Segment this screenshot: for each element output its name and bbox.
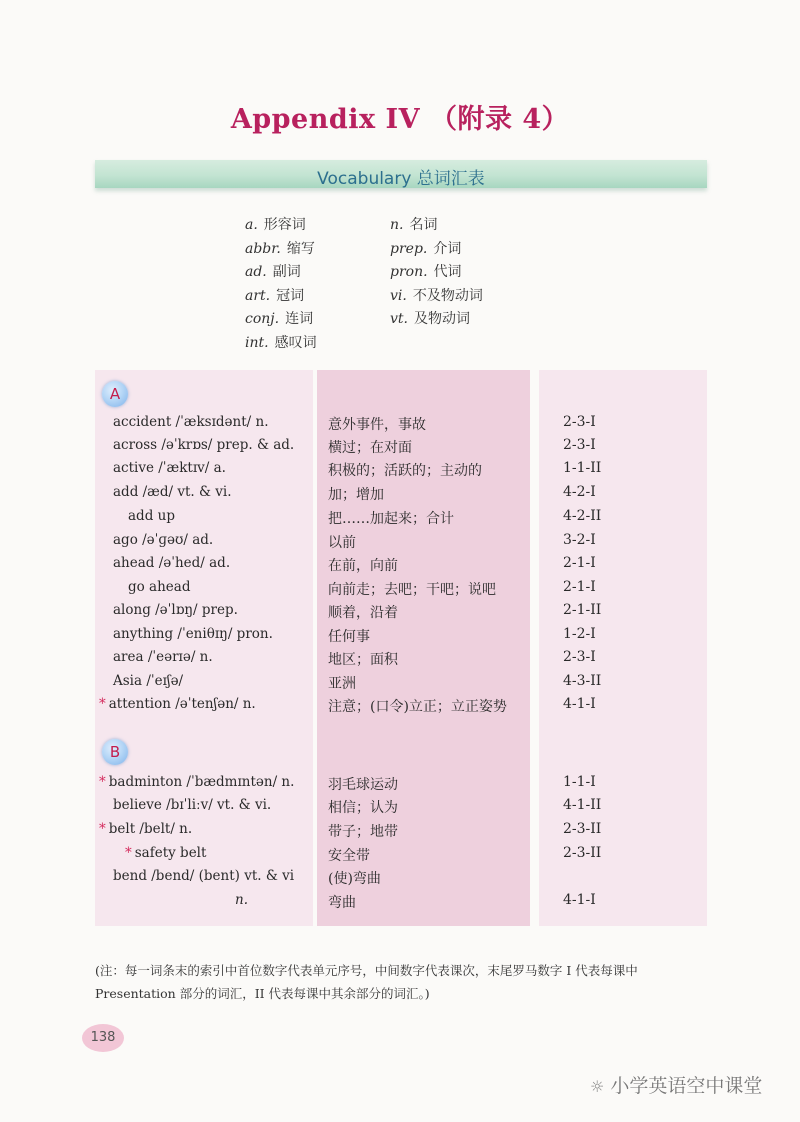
entry-index: 2-3-II xyxy=(563,845,602,861)
table-row xyxy=(0,508,800,530)
entry-index: 2-3-I xyxy=(563,414,596,430)
watermark-text: 小学英语空中课堂 xyxy=(610,1075,763,1097)
table-row xyxy=(0,626,800,648)
entry-word: along /əˈlɒŋ/ prep. xyxy=(113,602,238,618)
entry-index: 1-2-I xyxy=(563,626,596,642)
entry-meaning: 带子；地带 xyxy=(328,824,398,840)
entry-meaning: 弯曲 xyxy=(328,895,356,911)
table-row xyxy=(0,532,800,554)
entry-meaning: 横过；在对面 xyxy=(328,440,412,456)
entry-meaning: 注意；(口令)立正；立正姿势 xyxy=(328,699,507,715)
entry-word: across /əˈkrɒs/ prep. & ad. xyxy=(113,437,295,453)
table-row xyxy=(0,649,800,671)
page-title: Appendix IV （附录 4） xyxy=(230,104,570,135)
table-row xyxy=(0,460,800,482)
entry-word: anything /ˈeniθɪŋ/ pron. xyxy=(113,626,273,642)
entry-index: 4-1-I xyxy=(563,892,596,908)
table-row xyxy=(0,414,800,436)
entry-word: believe /bɪˈliːv/ vt. & vi. xyxy=(113,797,272,813)
entry-word: Asia /ˈeɪʃə/ xyxy=(113,673,184,689)
abbreviation-item: abbr. 缩写 xyxy=(245,240,315,257)
abbreviation-item: a. 形容词 xyxy=(245,217,306,233)
abbreviation-item: art. 冠词 xyxy=(245,287,305,304)
entry-meaning: 地区；面积 xyxy=(328,652,398,668)
table-row xyxy=(0,821,800,843)
entry-index: 3-2-I xyxy=(563,532,596,548)
abbreviation-item: ad. 副词 xyxy=(245,264,301,280)
table-row xyxy=(0,555,800,577)
table-row xyxy=(0,774,800,796)
entry-word: ago /əˈɡəʊ/ ad. xyxy=(113,532,214,548)
abbreviation-item: prep. 介词 xyxy=(390,240,462,257)
entry-index: 2-1-I xyxy=(563,579,596,595)
entry-meaning: 把……加起来；合计 xyxy=(328,511,454,527)
table-row xyxy=(0,868,800,890)
entry-meaning: 在前，向前 xyxy=(328,558,398,574)
entry-meaning: 以前 xyxy=(328,535,356,551)
entry-meaning: 意外事件，事故 xyxy=(328,417,426,433)
entry-meaning: 亚洲 xyxy=(328,676,356,692)
entry-meaning: (使)弯曲 xyxy=(328,871,381,887)
footnote xyxy=(95,959,735,1005)
section-b-badge-icon: B xyxy=(102,739,128,765)
vocabulary-banner xyxy=(95,160,707,188)
entry-word: ahead /əˈhed/ ad. xyxy=(113,555,231,571)
entry-index: 1-1-II xyxy=(563,460,602,476)
entry-index: 1-1-I xyxy=(563,774,596,790)
table-row xyxy=(0,892,800,914)
wechat-icon: ☼ xyxy=(590,1077,605,1096)
entry-index: 2-1-II xyxy=(563,602,602,618)
entry-word: accident /ˈæksɪdənt/ n. xyxy=(113,414,269,430)
entry-meaning: 羽毛球运动 xyxy=(328,777,398,793)
abbreviation-list-left xyxy=(245,213,317,354)
entry-word: add up xyxy=(128,508,175,524)
entry-word: add /æd/ vt. & vi. xyxy=(113,484,232,500)
entry-index: 4-2-I xyxy=(563,484,596,500)
entry-meaning: 安全带 xyxy=(328,848,370,864)
footnote-line: Presentation 部分的词汇，II 代表每课中其余部分的词汇。) xyxy=(95,986,430,1001)
entry-meaning: 任何事 xyxy=(328,629,370,645)
abbreviation-item: vt. 及物动词 xyxy=(390,311,470,327)
entry-word: n. xyxy=(235,892,248,908)
entry-word: * belt /belt/ n. xyxy=(99,821,193,837)
table-row xyxy=(0,797,800,819)
entry-word: area /ˈeərɪə/ n. xyxy=(113,649,213,665)
entry-meaning: 顺着，沿着 xyxy=(328,605,398,621)
table-row xyxy=(0,602,800,624)
entry-word: active /ˈæktɪv/ a. xyxy=(113,460,226,476)
entry-word: bend /bend/ (bent) vt. & vi xyxy=(113,868,295,884)
entry-index: 2-3-II xyxy=(563,821,602,837)
entry-index: 2-1-I xyxy=(563,555,596,571)
table-row xyxy=(0,696,800,718)
entry-index: 4-1-I xyxy=(563,696,596,712)
abbreviation-item: int. 感叹词 xyxy=(245,334,317,351)
entry-meaning: 向前走；去吧；干吧；说吧 xyxy=(328,582,496,598)
footnote-line: (注：每一词条末的索引中首位数字代表单元序号，中间数字代表课次，末尾罗马数字 I 代表每课中 xyxy=(95,963,638,978)
entry-index: 2-3-I xyxy=(563,649,596,665)
table-row xyxy=(0,484,800,506)
section-a-badge-icon: A xyxy=(102,381,128,407)
vocabulary-banner-label: Vocabulary 总词汇表 xyxy=(317,169,485,189)
table-row xyxy=(0,673,800,695)
entry-word: * safety belt xyxy=(125,845,207,861)
entry-index: 4-3-II xyxy=(563,673,602,689)
table-row xyxy=(0,845,800,867)
entry-index: 2-3-I xyxy=(563,437,596,453)
entry-word: go ahead xyxy=(128,579,191,595)
entry-index: 4-2-II xyxy=(563,508,602,524)
table-row xyxy=(0,437,800,459)
abbreviation-item: n. 名词 xyxy=(390,217,438,233)
entry-meaning: 积极的；活跃的；主动的 xyxy=(328,463,482,479)
abbreviation-item: pron. 代词 xyxy=(390,264,462,280)
page-number: 138 xyxy=(82,1024,124,1052)
watermark xyxy=(590,1071,762,1098)
entry-meaning: 加；增加 xyxy=(328,487,384,503)
entry-word: * badminton /ˈbædmɪntən/ n. xyxy=(99,774,295,790)
entry-meaning: 相信；认为 xyxy=(328,800,398,816)
abbreviation-item: vi. 不及物动词 xyxy=(390,287,483,304)
entry-word: * attention /əˈtenʃən/ n. xyxy=(99,696,256,712)
entry-index: 4-1-II xyxy=(563,797,602,813)
table-row xyxy=(0,579,800,601)
abbreviation-list-right xyxy=(390,213,483,331)
abbreviation-item: conj. 连词 xyxy=(245,311,314,327)
